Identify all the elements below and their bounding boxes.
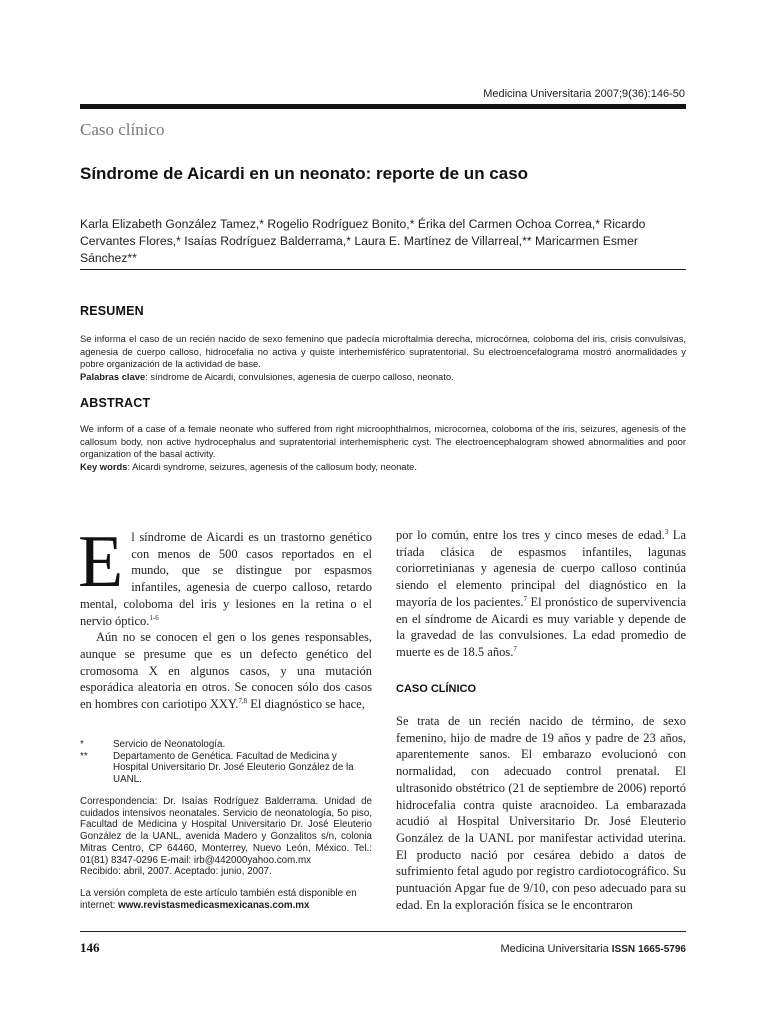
citation: 7 <box>523 594 527 603</box>
authors-divider <box>80 269 686 270</box>
intro-text: l síndrome de Aicardi es un trastorno genético con menos de 500 casos reportados en el mundo, que se distingue por espasmos infantiles, agenesia de cuerpo calloso, retardo mental, coloboma del iris y lesiones en la retina o el nervio óptico. <box>80 530 372 628</box>
abstract-heading: ABSTRACT <box>80 396 151 410</box>
resumen-keywords-label: Palabras clave <box>80 370 146 382</box>
resumen-text <box>80 333 686 383</box>
resumen-heading: RESUMEN <box>80 304 144 318</box>
diagnosis-paragraph <box>396 527 686 661</box>
author-list: Karla Elizabeth González Tamez,* Rogelio Rodríguez Bonito,* Érika del Carmen Ochoa Correa,* Ricardo Cervantes Flores,* Isaías Rodríguez Balderrama,* Laura E. Martínez de Villarreal,** Maricarmen Esmer Sánchez** <box>80 217 646 265</box>
correspondence-block <box>80 796 372 878</box>
online-version-note <box>80 888 372 911</box>
online-version-text: La versión completa de este artículo también está disponible en internet: <box>80 888 357 911</box>
received-date: Recibido: abril, 2007. Aceptado: junio, 2007. <box>80 866 272 878</box>
intro-paragraph <box>78 521 372 629</box>
footnote <box>80 739 372 751</box>
citation: 7,8 <box>238 696 248 705</box>
footnote-text: Servicio de Neonatología. <box>113 739 226 750</box>
footnote-text: Departamento de Genética. Facultad de Medicina y Hospital Universitario Dr. José Eleuterio González de la UANL. <box>113 750 354 786</box>
abstract-keywords: : Aicardi syndrome, seizures, agenesis of the callosum body, neonate. <box>127 460 417 472</box>
correspondence: Correspondencia: Dr. Isaías Rodríguez Balderrama. Unidad de cuidados intensivos neonatales. Servicio de neonatología, 5o piso, Facultad de Medicina y Hospital Universitario Dr. José Eleuterio González de la UANL, avenida Madero y Gonzalitos s/n, colonia Mitras Centro, CP 64460, Monterrey, Nuevo León, México. Tel.: 01(81) 8347-0296 E-mail: irb@442000yahoo.com.mx <box>80 796 372 866</box>
drop-cap: E <box>78 521 124 603</box>
abstract-body: We inform of a case of a female neonate who suffered from right microophthalmos, microcornea, coloboma of the iris, seizures, agenesis of the callosum body, non active hydrocephalus and supratentorial interhemispheric cyst. The electroencephalogram showed abnormalities and poor organization of the basal activity. <box>80 423 686 460</box>
section-label: Caso clínico <box>80 120 165 139</box>
top-rule <box>80 104 686 109</box>
diagnosis-text: El pronóstico de supervivencia en el síndrome de Aicardi es muy variable y depende de la gravedad de las convulsiones. La edad promedio de muerte es de 18.5 años. <box>396 594 687 659</box>
resumen-body: Se informa el caso de un recién nacido de sexo femenino que padecía microftalmia derecha, microcórnea, coloboma del iris, crisis convulsivas, agenesia de cuerpo calloso, hidrocefalia no activa y quiste interhemisférico supratentorial. Su electroencefalograma mostró anormalidades y pobre organización de la actividad de base. <box>80 333 686 370</box>
genetics-paragraph <box>80 629 372 713</box>
citation: 7 <box>513 644 517 653</box>
caso-clinico-heading: CASO CLÍNICO <box>396 683 477 695</box>
footer-journal-name: Medicina Universitaria <box>500 943 609 955</box>
citation: 1-6 <box>149 613 159 622</box>
resumen-keywords: : síndrome de Aicardi, convulsiones, agenesia de cuerpo calloso, neonato. <box>145 370 454 382</box>
citation: 3 <box>664 527 669 536</box>
footnote-mark: * <box>80 739 84 750</box>
journal-reference: Medicina Universitaria 2007;9(36):146-50 <box>483 88 685 100</box>
issn-number: 1665-5796 <box>638 944 686 955</box>
body-column-right <box>396 527 686 661</box>
genetics-text-cont: El diagnóstico se hace, <box>247 697 365 712</box>
footnote-mark: ** <box>80 750 88 762</box>
body-column-left <box>78 521 372 713</box>
footer-journal <box>500 943 686 955</box>
diagnosis-text: La tríada clásica de espasmos infantiles, lagunas coriorretinianas y agenesia de cuerpo calloso continúa siendo el elemento principal del diagnóstico en la mayoría de los pacientes. <box>396 528 686 609</box>
footnotes <box>80 739 372 786</box>
case-paragraph: Se trata de un recién nacido de término, de sexo femenino, hijo de madre de 19 años y padre de 23 años, aparentemente sanos. El embarazo evolucionó con normalidad, con adecuado control prenatal. El ultrasonido obstétrico (21 de septiembre de 2006) reportó hidrocefalia contra quiste aracnoideo. La embarazada acudió al Hospital Universitario Dr. José Eleuterio González de la UANL por manifestar actividad uterina. El producto nació por cesárea debido a datos de sufrimiento fetal agudo por registro cardiotocográfico. Su puntuación Apgar fue de 9/10, con peso adecuado para su edad. En la exploración física se le encontraron <box>396 714 686 912</box>
footer-rule <box>80 931 686 932</box>
article-title: Síndrome de Aicardi en un neonato: reporte de un caso <box>80 164 529 183</box>
page-number: 146 <box>80 940 100 955</box>
footnote <box>80 751 372 786</box>
diagnosis-text: por lo común, entre los tres y cinco meses de edad. <box>396 528 665 542</box>
abstract-text <box>80 423 686 473</box>
abstract-keywords-label: Key words <box>80 460 128 472</box>
online-version-link[interactable]: www.revistasmedicasmexicanas.com.mx <box>118 899 310 911</box>
issn-label: ISSN <box>611 944 636 955</box>
genetics-text: Aún no se conocen el gen o los genes responsables, aunque se presume que es un defecto genético del cromosoma X en algunos casos, y una mutación esporádica aleatoria en otros. Se conocen sólo dos casos en hombres con cariotipo XXY. <box>80 630 372 712</box>
